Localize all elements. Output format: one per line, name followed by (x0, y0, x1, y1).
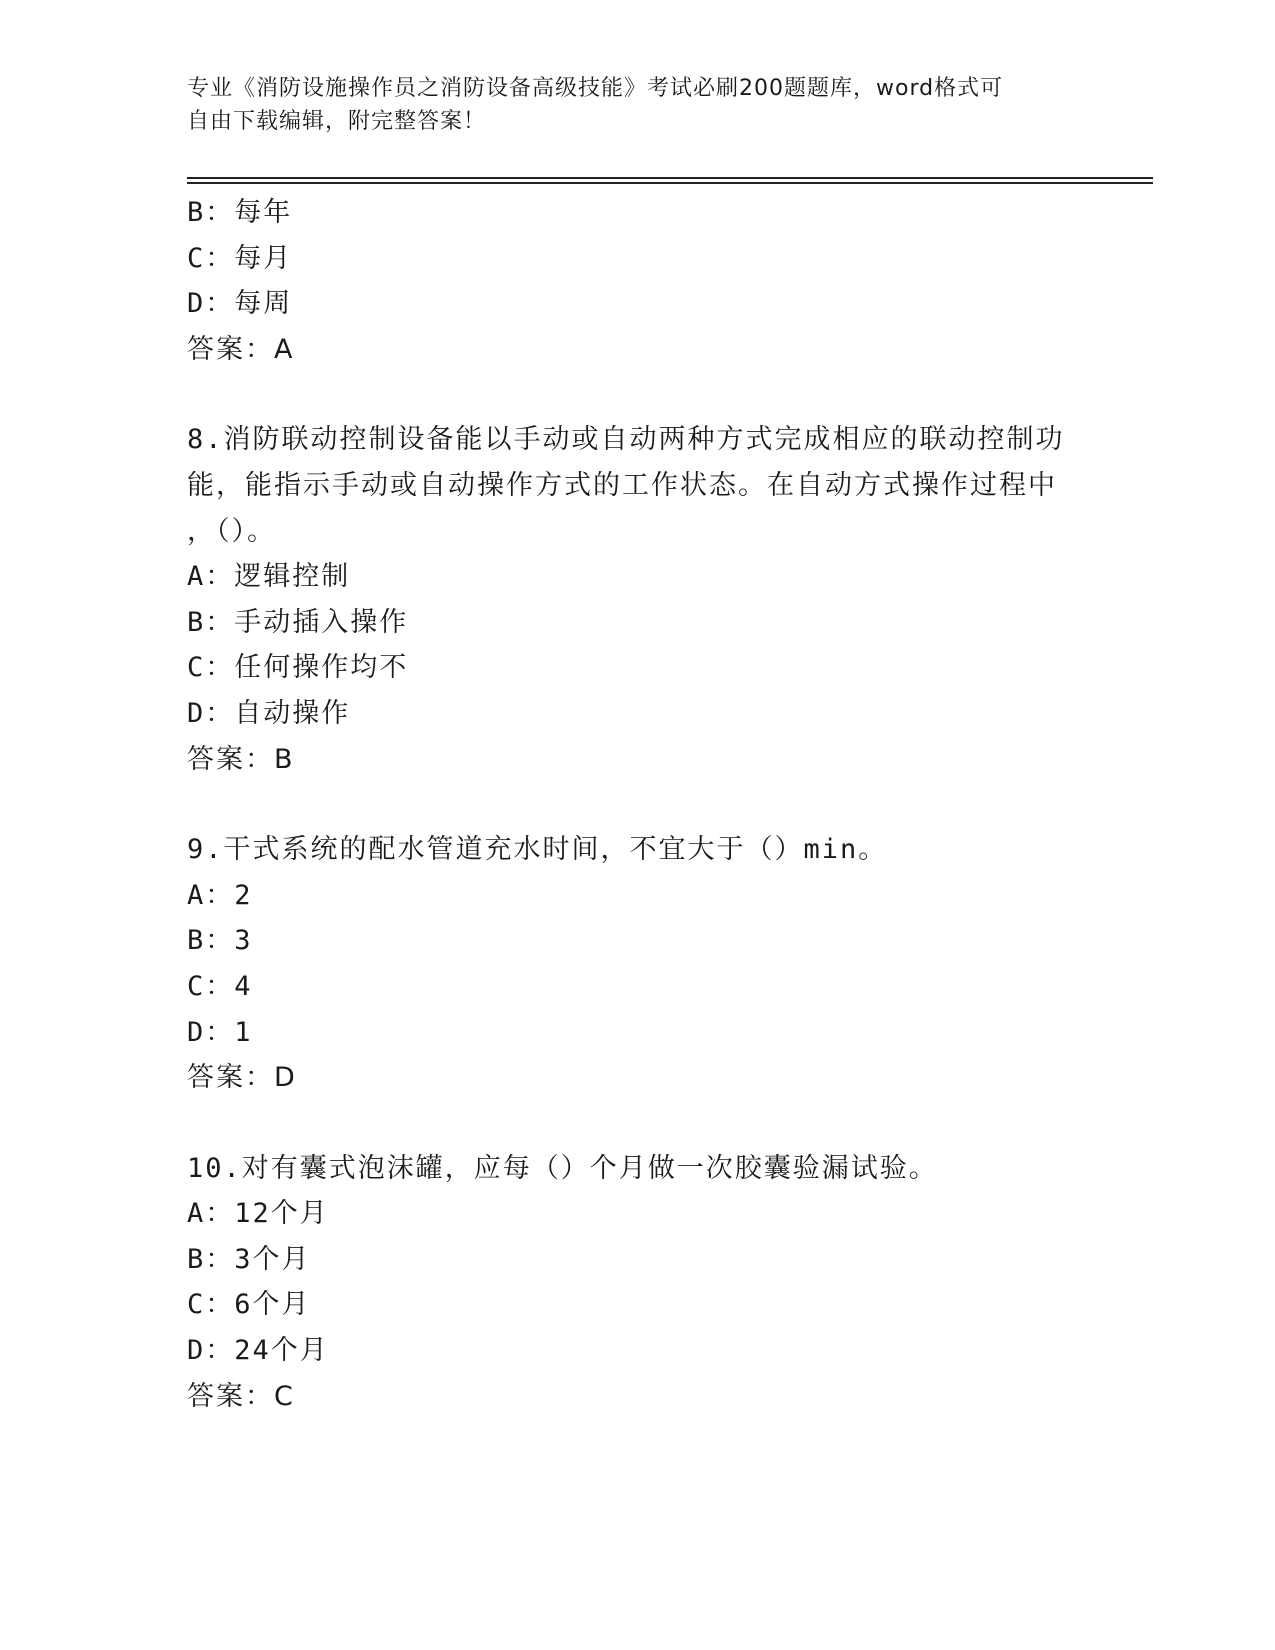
option-d: D：1 (187, 1016, 253, 1048)
option-b: B：每年 (187, 197, 293, 228)
header-divider-top (187, 177, 1153, 179)
question-8 (187, 417, 1147, 782)
option-c: C：6个月 (187, 1289, 311, 1321)
document-body (187, 190, 1147, 1419)
header-title-line2: 自由下载编辑，附完整答案！ (187, 109, 487, 134)
question-stem-line: 8.消防联动控制设备能以手动或自动两种方式完成相应的联动控制功 (187, 424, 1065, 456)
option-b: B：3 (187, 925, 253, 957)
option-b: B：手动插入操作 (187, 606, 409, 638)
option-d: D：自动操作 (187, 697, 351, 729)
option-c: C：每月 (187, 242, 293, 274)
header-title (187, 72, 1087, 138)
question-10 (187, 1146, 1147, 1420)
question-7-fragment (187, 190, 1147, 372)
answer-line: 答案：B (187, 743, 295, 775)
option-c: C：任何操作均不 (187, 652, 409, 684)
option-b: B：3个月 (187, 1243, 311, 1275)
answer-line: 答案：A (187, 333, 295, 365)
question-stem-line: 能，能指示手动或自动操作方式的工作状态。在自动方式操作过程中 (187, 469, 1057, 501)
option-c: C：4 (187, 970, 253, 1002)
header-divider-bottom (187, 182, 1153, 184)
spacer (187, 782, 1147, 827)
option-a: A：2 (187, 879, 253, 911)
option-d: D：24个月 (187, 1335, 329, 1367)
answer-line: 答案：C (187, 1380, 295, 1412)
question-stem-line: 9.干式系统的配水管道充水时间，不宜大于（）min。 (187, 834, 888, 866)
question-stem-line: 10.对有囊式泡沫罐，应每（）个月做一次胶囊验漏试验。 (187, 1152, 938, 1184)
question-9 (187, 827, 1147, 1101)
option-a: A：12个月 (187, 1198, 329, 1230)
spacer (187, 372, 1147, 417)
question-stem-line: ，（）。 (187, 515, 276, 547)
answer-line: 答案：D (187, 1062, 297, 1094)
option-d: D：每周 (187, 288, 293, 320)
header-title-line1: 专业《消防设施操作员之消防设备高级技能》考试必刷200题题库，word格式可 (187, 76, 1004, 101)
spacer (187, 1101, 1147, 1146)
option-a: A：逻辑控制 (187, 561, 351, 593)
